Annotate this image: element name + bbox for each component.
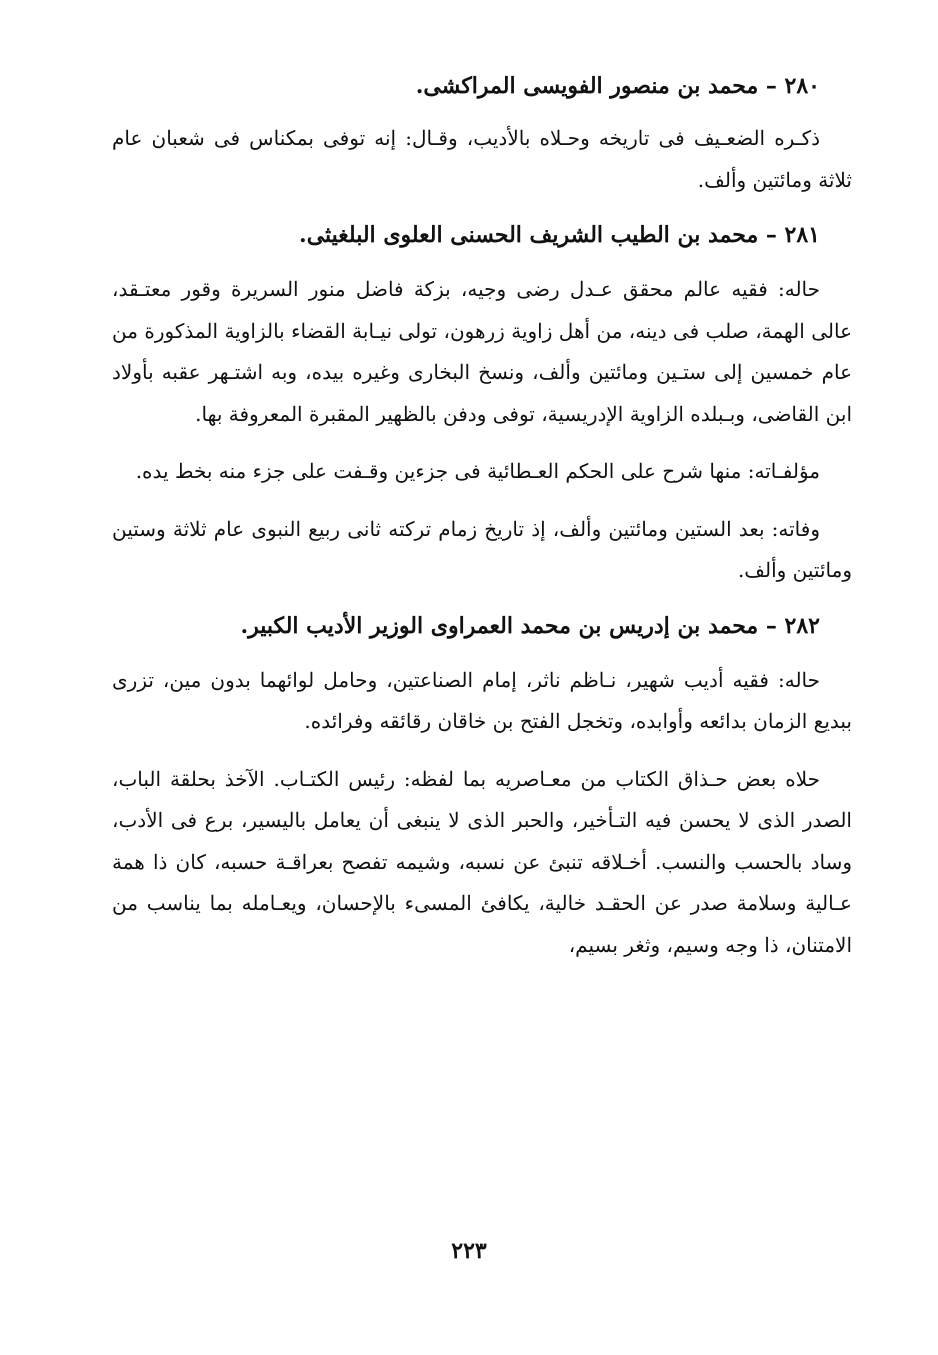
entry-280-title: ٢٨٠ – محمد بن منصور الفويسى المراكشى. [415, 73, 820, 99]
page-number: ٢٢٣ [451, 1238, 487, 1264]
entry-281-title: ٢٨١ – محمد بن الطيب الشريف الحسنى العلوى البلغيثى. [299, 222, 820, 248]
entry-281-death: وفاته: بعد الستين ومائتين وألف، إذ تاريخ زمام تركته ثانى ربيع النبوى عام ثلاثة وستين ومائتين وألف. [112, 516, 852, 582]
entry-282-biography: حاله: فقيه أديب شهير، نـاظم ناثر، إمام الصناعتين، وحامل لوائهما بدون مين، تزرى ببديع الزمان بدائعه وأوابده، وتخجل الفتح بن خاقان رقائقه وفرائده. [112, 667, 852, 733]
entry-280-paragraph: ذكـره الضعـيف فى تاريخه وحـلاه بالأديب، وقـال: إنه توفى بمكناس فى شعبان عام ثلاثة ومائتين وألف. [112, 126, 852, 192]
entry-282-title: ٢٨٢ – محمد بن إدريس بن محمد العمراوى الوزير الأديب الكبير. [240, 612, 820, 639]
entry-281-works: مؤلفـاته: منها شرح على الحكم العـطائية فى جزءين وقـفت على جزء منه بخط يده. [135, 459, 820, 483]
page-content [112, 68, 852, 982]
entry-282-praise: حلاه بعض حـذاق الكتاب من معـاصريه بما لفظه: رئيس الكتـاب. الآخذ بحلقة الباب، الصدر الذى لا يحسن فيه التـأخير، والحبر الذى لا ينبغى أن يعامل باليسير، برع فى الأدب، وساد بالحسب والنسب. أخـلاقه تنبئ عن نسبه، وشيمه تفصح بعراقـة حسبه، كان ذا همة عـالية وسلامة صدر عن الحقـد خالية، يكافئ المسىء بالإحسان، ويعـامله بما يناسب من الامتنان، ذا وجه وسيم، وثغر بسيم، [112, 766, 852, 957]
entry-281-biography: حاله: فقيه عالم محقق عـدل رضى وجيه، بزكة فاضل منور السريرة وقور معتـقد، عالى الهمة، صلب فى دينه، من أهل زاوية زرهون، تولى نيـابة القضاء بالزاوية المذكورة من عام خمسين إلى ستـين ومائتين وألف، ونسخ البخارى وغيره بيده، وبه اشتـهر عقبه بأولاد ابن القاضى، وبـبلده الزاوية الإدريسية، توفى ودفن بالظهير المقبرة المعروفة بها. [112, 277, 853, 426]
